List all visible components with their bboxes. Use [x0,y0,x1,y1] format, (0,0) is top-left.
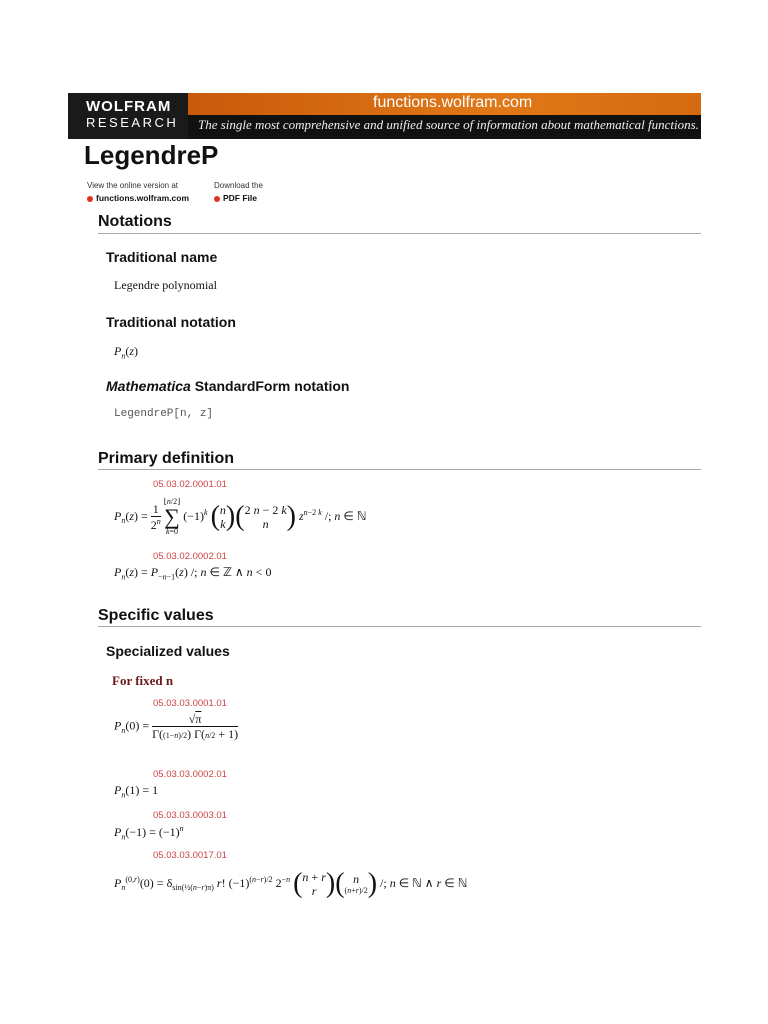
research-logo-text: RESEARCH [86,115,179,130]
bullet-icon [214,196,220,202]
section-specific-values: Specific values [98,607,214,624]
specialized-values-heading: Specialized values [106,643,230,659]
formula-id[interactable]: 05.03.03.0003.01 [153,810,227,821]
section-divider [98,469,701,470]
formula-id[interactable]: 05.03.03.0002.01 [153,769,227,780]
formula-definition-sum: $P_n(z)$ = $\frac{1}{2^n}$ ⌊n/2⌋ ∑ k=0 $(-1)^k$ ( n k )( 2 n − 2 k n ) $z^{n-2 k}$ /; n ∈ ℕ [114,497,367,536]
traditional-notation-formula: $P_n(z)$ [114,344,139,361]
bullet-icon [87,196,93,202]
section-primary-definition: Primary definition [98,450,235,467]
download-caption: Download the [214,181,263,190]
wolfram-banner [68,93,701,139]
formula-value-at-one: $P_n(1) = 1$ [114,783,159,800]
formula-definition-reflection: $P_n(z) = P_{-n-1}(z)$ /; n ∈ ℤ ∧ n < 0 [114,565,272,582]
banner-tagline: The single most comprehensive and unified source of information about mathematical functions. [198,117,699,132]
for-fixed-n-subheading: For fixed n [112,673,174,688]
online-link[interactable]: functions.wolfram.com [87,193,189,203]
standardform-heading: Mathematica StandardForm notation [106,378,350,394]
standardform-code: LegendreP[n, z] [114,408,214,420]
section-notations: Notations [98,213,172,230]
formula-id[interactable]: 05.03.03.0001.01 [153,698,227,709]
traditional-name-text: Legendre polynomial [114,278,217,292]
formula-value-at-zero: $P_n(0)$ = $\frac{√\pi}{\Gamma((1-n)/2) \Gamma(n/2 + 1)}$ [114,712,239,742]
formula-id[interactable]: 05.03.03.0017.01 [153,850,227,861]
formula-value-at-minus-one: $P_n(-1) = (-1)^n$ [114,824,184,842]
traditional-notation-heading: Traditional notation [106,314,236,330]
section-divider [98,233,701,234]
site-name: functions.wolfram.com [373,94,533,111]
formula-id[interactable]: 05.03.02.0001.01 [153,479,227,490]
traditional-name-heading: Traditional name [106,249,218,265]
pdf-download-link[interactable]: PDF File [214,193,257,203]
wolfram-logo: WOLFRAM [86,98,172,115]
formula-id[interactable]: 05.03.02.0002.01 [153,551,227,562]
section-divider [98,626,701,627]
formula-associated-at-zero: $P_n^{(0,r)}(0) = \delta_{sin(\frac{1}{2}(n-r)\pi)}$ r! $(-1)^{(n-r)/2}$ $2^{-n}$ ( n + r r )( n (n+r)/2 ) /; n ∈ ℕ ∧ r ∈ ℕ [114,868,468,899]
online-caption: View the online version at [87,181,179,190]
page-title: LegendreP [84,140,219,170]
